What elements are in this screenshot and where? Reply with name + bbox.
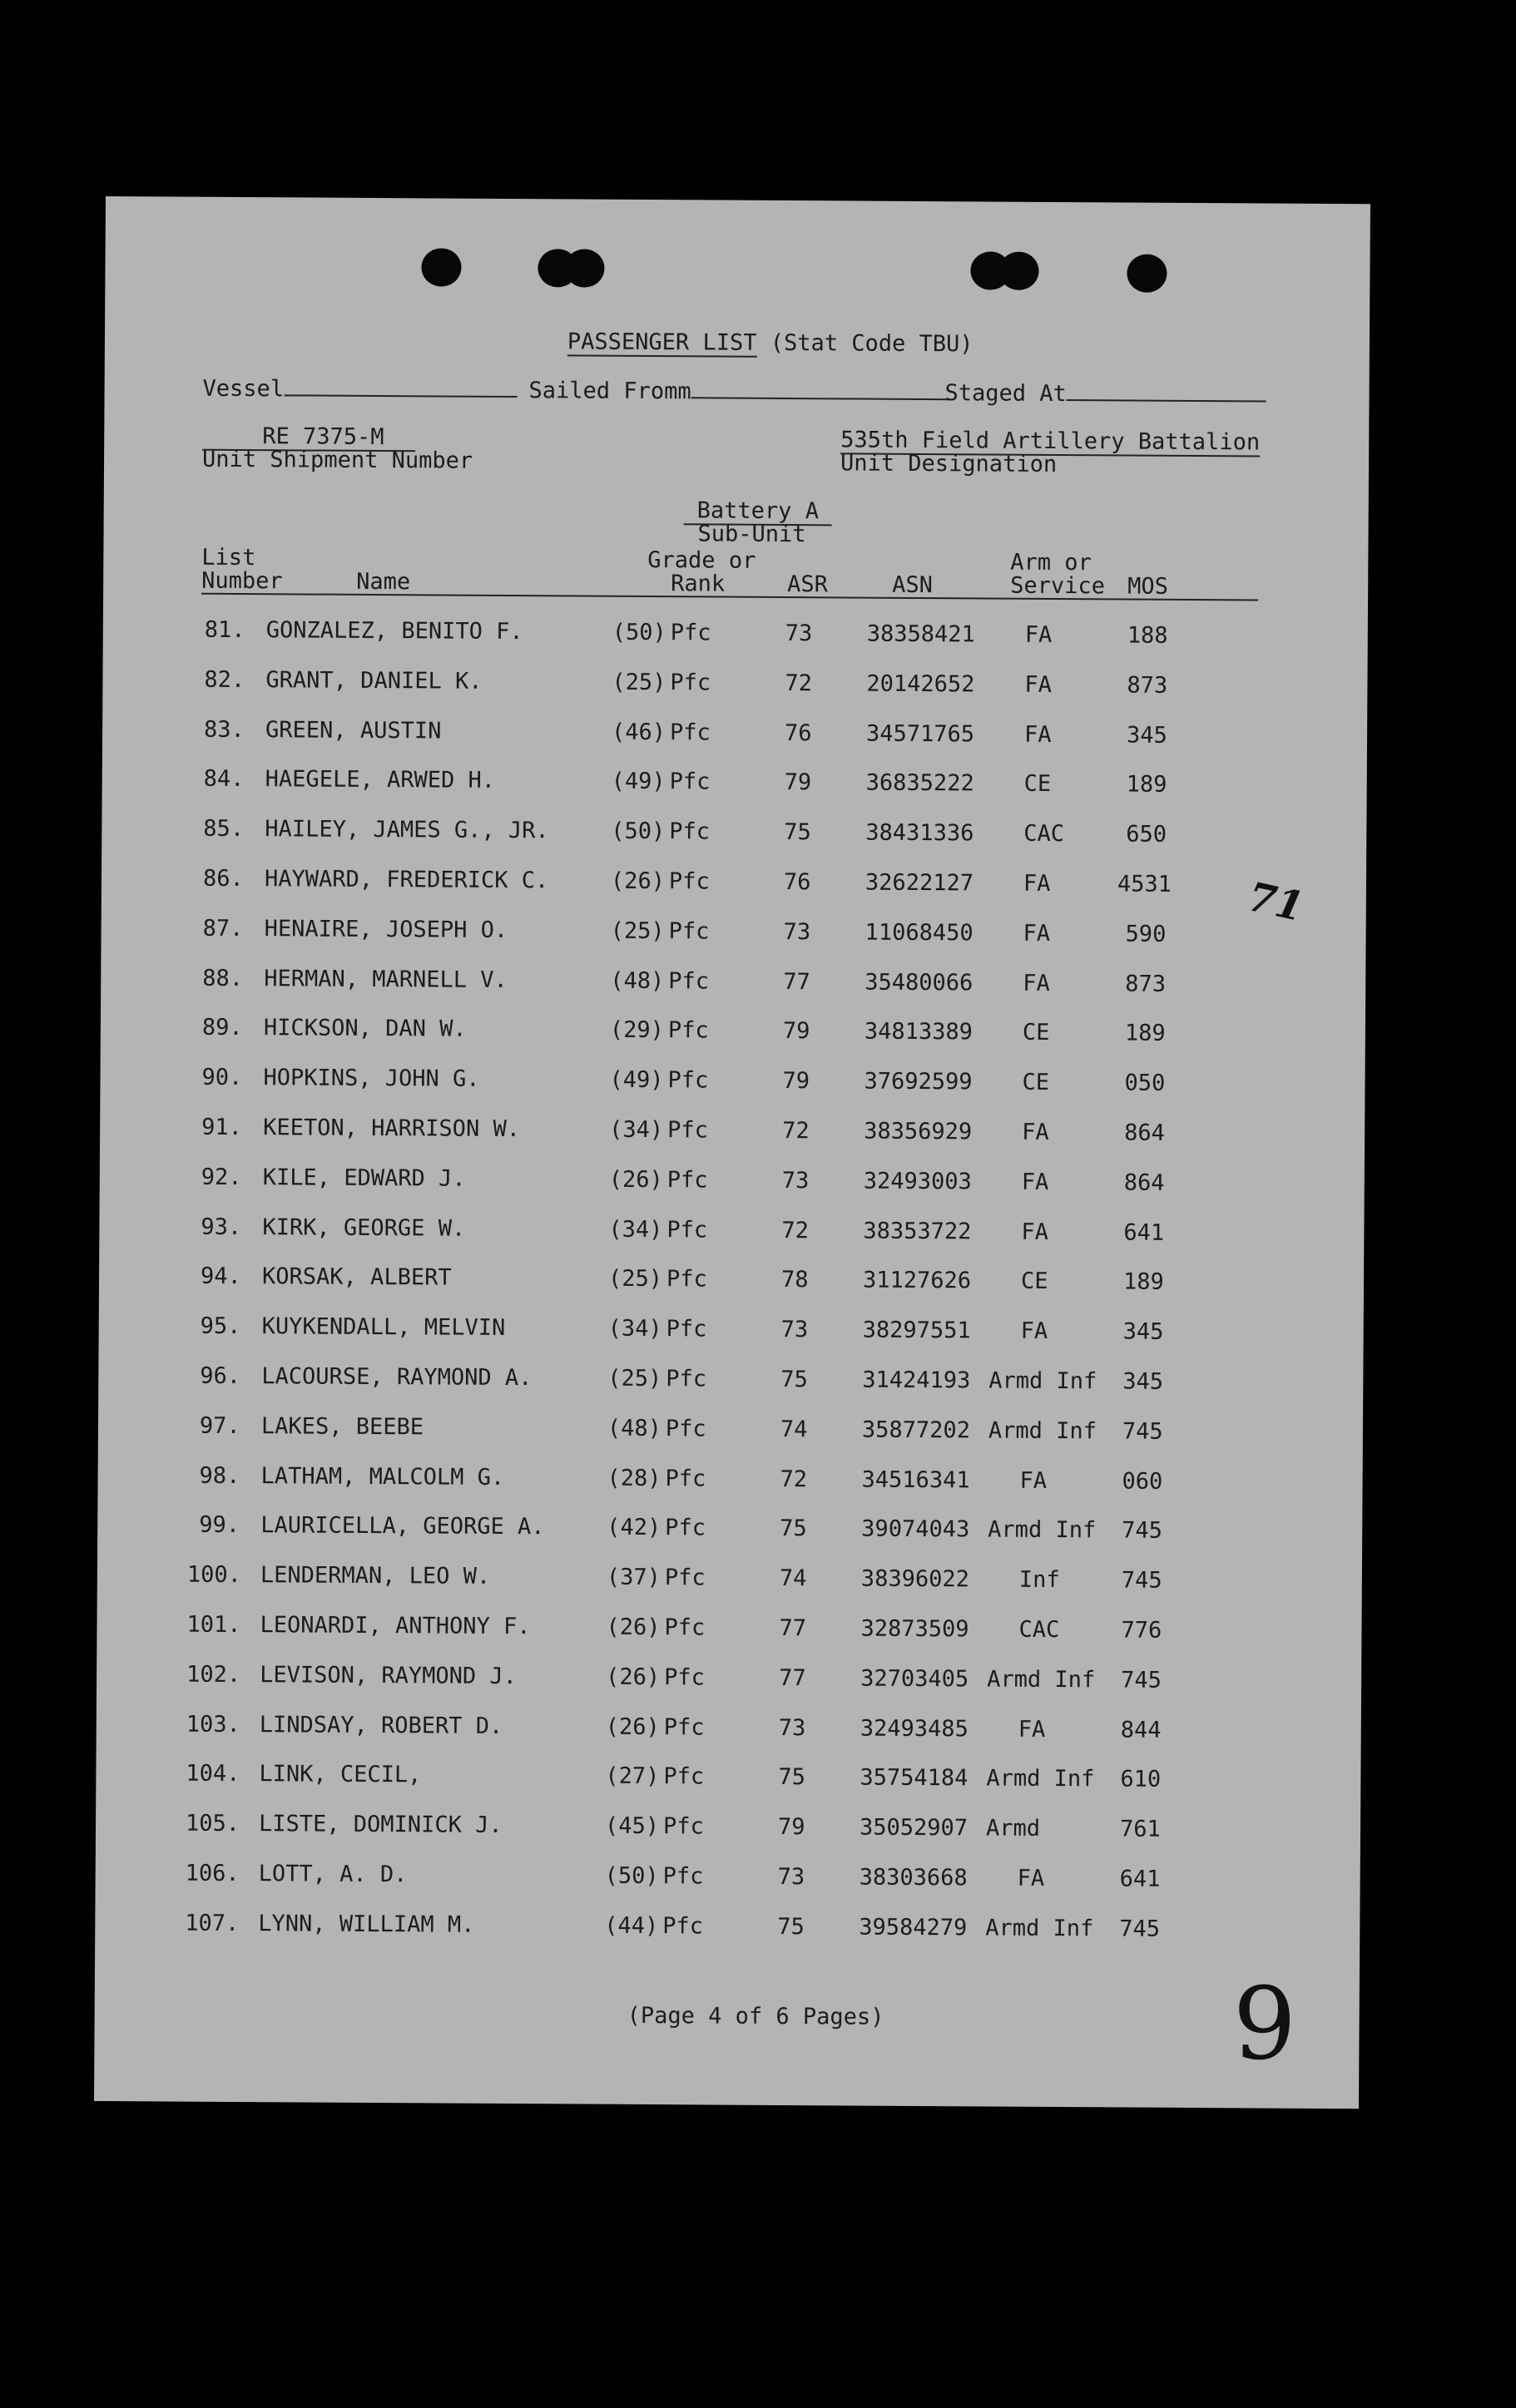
asr: 72: [781, 1217, 810, 1244]
rank: Pfc: [664, 1565, 706, 1591]
asn: 20142652: [866, 670, 975, 698]
unit-designation-value: 535th Field Artillery Battalion: [840, 427, 1261, 456]
asn: 32493485: [860, 1715, 969, 1742]
sub-unit-value: Battery A: [684, 497, 833, 526]
unit-shipment-value: RE 7375-M: [202, 423, 416, 452]
passenger-name: LINDSAY, ROBERT D.: [259, 1711, 503, 1739]
rank: Pfc: [662, 1912, 704, 1940]
table-row: [102, 815, 1366, 864]
arm-service: FA: [1022, 1119, 1049, 1145]
arm-service: CAC: [1018, 1616, 1060, 1644]
mos: 189: [1124, 1020, 1166, 1047]
rank: Pfc: [664, 1664, 706, 1691]
arm-service: FA: [1021, 1169, 1049, 1195]
passenger-name: HOPKINS, JOHN G.: [263, 1065, 480, 1092]
mos: 873: [1125, 971, 1167, 997]
rank: Pfc: [665, 1515, 706, 1541]
asr: 75: [778, 1764, 806, 1791]
table-row: [100, 1064, 1365, 1113]
grade-code: (49): [611, 769, 666, 795]
list-number: 87.: [202, 915, 244, 942]
document-page: [94, 196, 1370, 2109]
asn: 32703405: [860, 1665, 969, 1693]
list-number: 103.: [186, 1711, 240, 1738]
sailed-from-line: [528, 378, 949, 406]
passenger-name: KEETON, HARRISON W.: [263, 1115, 521, 1143]
arm-service: Armd Inf: [987, 1666, 1096, 1694]
arm-service: Armd Inf: [988, 1516, 1097, 1544]
grade-code: (46): [611, 719, 666, 745]
asr: 74: [779, 1565, 807, 1592]
grade-code: (26): [608, 1166, 663, 1193]
mos: 864: [1123, 1169, 1165, 1196]
mos: 745: [1122, 1517, 1163, 1545]
table-row: [101, 915, 1365, 964]
list-number: 102.: [186, 1661, 241, 1688]
list-number: 84.: [203, 766, 245, 793]
sailed-from-label: Sailed Fromm: [528, 378, 691, 405]
rank: Pfc: [666, 1316, 707, 1342]
asr: 79: [782, 1068, 810, 1095]
asn: 32873509: [860, 1615, 969, 1643]
list-number: 94.: [200, 1263, 241, 1290]
list-number: 100.: [186, 1561, 242, 1589]
arm-service: CAC: [1023, 820, 1065, 848]
asn: 35480066: [865, 969, 974, 996]
title-text: PASSENGER LIST: [567, 329, 757, 356]
grade-code: (50): [604, 1862, 659, 1890]
list-number: 105.: [185, 1810, 240, 1837]
asn: 38358421: [866, 621, 975, 648]
handwritten-page-number: 9: [1232, 1966, 1297, 2083]
rank: Pfc: [662, 1863, 704, 1890]
punch-hole: [998, 252, 1038, 290]
mos: 610: [1120, 1766, 1162, 1793]
rank: Pfc: [669, 769, 711, 795]
mos: 188: [1127, 622, 1168, 649]
grade-code: (37): [606, 1564, 661, 1591]
rank: Pfc: [669, 719, 711, 746]
passenger-name: HERMAN, MARNELL V.: [264, 965, 508, 993]
arm-service: CE: [1022, 1069, 1050, 1096]
table-row: [97, 1711, 1361, 1760]
asn: 39584279: [859, 1914, 968, 1941]
mos: 060: [1122, 1468, 1163, 1495]
arm-service: Armd Inf: [988, 1417, 1097, 1445]
rank: Pfc: [667, 1117, 709, 1144]
punch-hole: [1127, 255, 1167, 293]
list-number: 98.: [199, 1462, 240, 1489]
passenger-name: KILE, EDWARD J.: [262, 1164, 466, 1192]
rank: Pfc: [669, 818, 711, 845]
passenger-name: KIRK, GEORGE W.: [262, 1214, 466, 1242]
staged-at-label: Staged At: [944, 380, 1067, 408]
passenger-name: LATHAM, MALCOLM G.: [260, 1462, 505, 1491]
table-row: [96, 1760, 1360, 1809]
passenger-name: HENAIRE, JOSEPH O.: [264, 915, 508, 943]
rank: Pfc: [666, 1266, 707, 1293]
asr: 76: [784, 719, 812, 746]
passenger-name: KUYKENDALL, MELVIN: [261, 1313, 506, 1342]
list-number: 89.: [201, 1015, 243, 1041]
asr: 79: [784, 769, 812, 796]
list-number: 95.: [200, 1313, 241, 1340]
grade-code: (25): [610, 917, 665, 944]
rank: Pfc: [663, 1713, 705, 1741]
asr: 78: [780, 1267, 809, 1293]
passenger-name: HAEGELE, ARWED H.: [265, 766, 496, 794]
asn: 36835222: [865, 769, 974, 797]
rank: Pfc: [665, 1415, 706, 1442]
mos: 4531: [1117, 871, 1172, 897]
passenger-name: GONZALEZ, BENITO F.: [265, 617, 523, 645]
arm-service: CE: [1022, 1020, 1050, 1046]
table-row: [102, 765, 1367, 814]
passenger-name: LEONARDI, ANTHONY F.: [260, 1612, 531, 1640]
mos: 745: [1122, 1418, 1163, 1445]
table-row: [101, 965, 1365, 1014]
mos: 745: [1119, 1916, 1161, 1942]
asr: 75: [784, 819, 811, 846]
col-name: Name: [356, 568, 411, 596]
arm-service: FA: [1023, 920, 1051, 947]
col-arm-2: Service: [1010, 572, 1106, 600]
rank: Pfc: [667, 1017, 709, 1044]
list-number: 99.: [199, 1512, 240, 1539]
grade-code: (25): [607, 1365, 662, 1392]
table-row: [102, 865, 1366, 914]
list-number: 85.: [203, 815, 245, 843]
passenger-name: HAYWARD, FREDERICK C.: [264, 866, 549, 894]
list-number: 96.: [200, 1362, 241, 1390]
grade-code: (48): [610, 967, 665, 994]
asn: 38396022: [860, 1565, 970, 1593]
asr: 75: [780, 1366, 808, 1393]
grade-code: (25): [607, 1266, 663, 1293]
table-row: [102, 716, 1367, 765]
asr: 74: [780, 1416, 808, 1442]
asn: 38431336: [865, 819, 974, 847]
grade-code: (44): [604, 1912, 659, 1939]
passenger-name: LAURICELLA, GEORGE A.: [260, 1512, 545, 1540]
rank: Pfc: [668, 917, 710, 945]
table-row: [100, 1164, 1365, 1213]
mos: 873: [1127, 672, 1168, 699]
asr: 79: [777, 1814, 805, 1841]
asr: 73: [785, 620, 813, 647]
asn: 35052907: [859, 1814, 969, 1842]
grade-code: (26): [606, 1614, 661, 1641]
col-list-1: List: [201, 544, 256, 571]
passenger-name: LYNN, WILLIAM M.: [258, 1910, 475, 1938]
asr: 72: [782, 1117, 810, 1145]
asn: 35877202: [861, 1417, 971, 1444]
asn: 34571765: [865, 720, 975, 747]
asr: 73: [780, 1317, 809, 1343]
passenger-name: LACOURSE, RAYMOND A.: [261, 1363, 533, 1392]
passenger-name: LINK, CECIL,: [259, 1761, 422, 1788]
passenger-name: LOTT, A. D.: [258, 1861, 408, 1888]
asr: 79: [782, 1018, 810, 1045]
vessel-label: Vessel: [202, 375, 285, 403]
grade-code: (34): [608, 1216, 663, 1243]
arm-service: Armd: [985, 1815, 1041, 1842]
asn: 11068450: [865, 919, 974, 947]
asn: 38353722: [863, 1218, 972, 1244]
rank: Pfc: [670, 620, 711, 646]
table-row: [103, 616, 1368, 665]
mos: 189: [1126, 771, 1167, 799]
grade-code: (26): [606, 1664, 661, 1690]
grade-code: (26): [610, 868, 666, 895]
mos: 189: [1122, 1268, 1164, 1296]
asr: 73: [781, 1167, 810, 1194]
passenger-name: HAILEY, JAMES G., JR.: [265, 816, 549, 844]
asn: 31127626: [862, 1267, 972, 1294]
mos: 776: [1121, 1617, 1162, 1644]
passenger-name: LEVISON, RAYMOND J.: [260, 1661, 518, 1689]
asr: 76: [783, 868, 811, 896]
asr: 77: [779, 1614, 807, 1642]
list-number: 81.: [204, 616, 245, 644]
list-number: 93.: [201, 1214, 242, 1240]
mos: 345: [1122, 1368, 1164, 1395]
table-row: [97, 1611, 1361, 1660]
arm-service: FA: [1017, 1865, 1045, 1891]
asn: 32493003: [863, 1168, 972, 1195]
asn: 39074043: [861, 1516, 970, 1543]
grade-code: (25): [612, 669, 666, 695]
table-row: [98, 1362, 1363, 1412]
asr: 72: [780, 1466, 808, 1492]
asr: 75: [780, 1516, 807, 1542]
list-number: 106.: [185, 1860, 240, 1887]
list-number: 107.: [185, 1910, 240, 1936]
col-arm-1: Arm or: [1010, 549, 1092, 576]
table-row: [98, 1313, 1363, 1362]
list-number: 90.: [201, 1064, 243, 1091]
grade-code: (50): [612, 619, 666, 646]
arm-service: FA: [1023, 970, 1050, 996]
rank: Pfc: [666, 1216, 708, 1244]
passenger-name: LISTE, DOMINICK J.: [258, 1811, 503, 1839]
table-row: [97, 1661, 1361, 1710]
unit-designation-label: Unit Designation: [840, 450, 1058, 477]
grade-code: (28): [607, 1465, 661, 1491]
mos: 745: [1121, 1567, 1162, 1594]
rank: Pfc: [662, 1813, 704, 1840]
table-row: [98, 1412, 1363, 1461]
unit-shipment-label: Unit Shipment Number: [201, 446, 473, 474]
arm-service: FA: [1024, 671, 1053, 698]
table-row: [100, 1114, 1365, 1163]
punch-hole: [421, 248, 461, 286]
mos: 844: [1120, 1717, 1162, 1743]
passenger-name: LENDERMAN, LEO W.: [260, 1562, 491, 1590]
arm-service: FA: [1023, 721, 1052, 748]
passenger-name: HICKSON, DAN W.: [263, 1015, 467, 1043]
rank: Pfc: [668, 967, 710, 995]
col-grade-2: Rank: [671, 571, 726, 597]
table-row: [97, 1462, 1362, 1511]
passenger-name: GREEN, AUSTIN: [265, 716, 442, 744]
list-number: 83.: [203, 716, 245, 743]
grade-code: (49): [609, 1066, 664, 1094]
stat-code: (Stat Code TBU): [770, 329, 974, 358]
margin-mark: 71: [1243, 873, 1308, 932]
asn: 31424193: [862, 1367, 971, 1394]
mos: 761: [1119, 1816, 1161, 1842]
asr: 73: [783, 918, 811, 945]
grade-code: (48): [607, 1415, 662, 1441]
grade-code: (45): [604, 1812, 660, 1840]
asn: 38297551: [862, 1317, 971, 1344]
arm-service: FA: [1021, 1219, 1049, 1245]
col-grade-1: Grade or: [647, 546, 756, 574]
mos: 745: [1121, 1667, 1162, 1694]
col-asn: ASN: [892, 571, 934, 599]
passenger-name: KORSAK, ALBERT: [261, 1263, 452, 1291]
table-row: [97, 1561, 1362, 1610]
rank: Pfc: [667, 1067, 709, 1094]
asr: 77: [779, 1664, 806, 1691]
punch-hole: [564, 249, 604, 287]
table-row: [102, 666, 1367, 715]
asn: 37692599: [864, 1068, 973, 1095]
rank: Pfc: [663, 1763, 705, 1790]
grade-code: (50): [611, 818, 666, 845]
table-row: [95, 1910, 1360, 1959]
col-list-2: Number: [201, 567, 283, 595]
table-row: [95, 1860, 1360, 1909]
list-number: 104.: [186, 1761, 240, 1787]
asr: 73: [778, 1714, 806, 1741]
grade-code: (34): [607, 1315, 662, 1342]
grade-code: (29): [609, 1017, 665, 1044]
mos: 864: [1124, 1120, 1166, 1146]
arm-service: Armd Inf: [986, 1765, 1095, 1792]
mos: 345: [1126, 722, 1167, 749]
table-row: [99, 1263, 1364, 1312]
list-number: 88.: [202, 965, 244, 991]
asn: 38356929: [864, 1118, 973, 1145]
vessel-line: [202, 376, 517, 403]
arm-service: FA: [1024, 621, 1053, 648]
rank: Pfc: [664, 1614, 706, 1641]
asn: 34516341: [861, 1466, 970, 1493]
sub-unit-label: Sub-Unit: [697, 521, 806, 548]
grade-code: (42): [607, 1515, 661, 1541]
asr: 75: [777, 1913, 805, 1940]
list-number: 82.: [204, 666, 245, 693]
arm-service: FA: [1023, 870, 1051, 897]
arm-service: Inf: [1018, 1566, 1060, 1594]
page-title: [567, 329, 974, 358]
arm-service: Armd Inf: [988, 1367, 1097, 1395]
col-asr: ASR: [787, 571, 829, 598]
grade-code: (34): [609, 1116, 664, 1144]
list-number: 97.: [199, 1412, 240, 1439]
page-footer: (Page 4 of 6 Pages): [627, 2002, 884, 2030]
asn: 34813389: [864, 1018, 974, 1046]
rank: Pfc: [666, 1166, 708, 1194]
table-row: [99, 1214, 1364, 1263]
arm-service: FA: [1019, 1467, 1048, 1494]
list-number: 101.: [186, 1611, 241, 1639]
arm-service: FA: [1018, 1716, 1046, 1743]
table-row: [101, 1014, 1365, 1063]
arm-service: FA: [1020, 1318, 1048, 1345]
rank: Pfc: [666, 1366, 707, 1392]
asr: 72: [785, 670, 813, 696]
passenger-name: GRANT, DANIEL K.: [265, 666, 483, 695]
staged-at-line: [944, 380, 1266, 408]
grade-code: (26): [605, 1713, 660, 1740]
mos: 050: [1124, 1070, 1166, 1096]
rank: Pfc: [665, 1465, 706, 1492]
mos: 641: [1123, 1219, 1165, 1246]
asr: 77: [783, 968, 810, 995]
asr: 73: [777, 1863, 805, 1891]
rank: Pfc: [668, 868, 710, 895]
rank: Pfc: [670, 669, 711, 696]
mos: 650: [1126, 821, 1167, 848]
arm-service: Armd Inf: [985, 1915, 1094, 1942]
table-row: [96, 1810, 1360, 1859]
mos: 590: [1125, 921, 1167, 947]
table-row: [97, 1511, 1362, 1560]
mos: 641: [1119, 1866, 1161, 1892]
mos: 345: [1122, 1318, 1164, 1345]
asn: 38303668: [859, 1864, 968, 1891]
asn: 32622127: [865, 869, 974, 897]
list-number: 91.: [201, 1114, 243, 1141]
col-mos: MOS: [1127, 573, 1169, 600]
grade-code: (27): [605, 1763, 660, 1790]
arm-service: CE: [1023, 771, 1052, 798]
list-number: 86.: [202, 865, 244, 892]
asn: 35754184: [860, 1764, 969, 1792]
arm-service: CE: [1020, 1268, 1048, 1295]
list-number: 92.: [201, 1164, 242, 1190]
passenger-name: LAKES, BEEBE: [260, 1412, 424, 1441]
